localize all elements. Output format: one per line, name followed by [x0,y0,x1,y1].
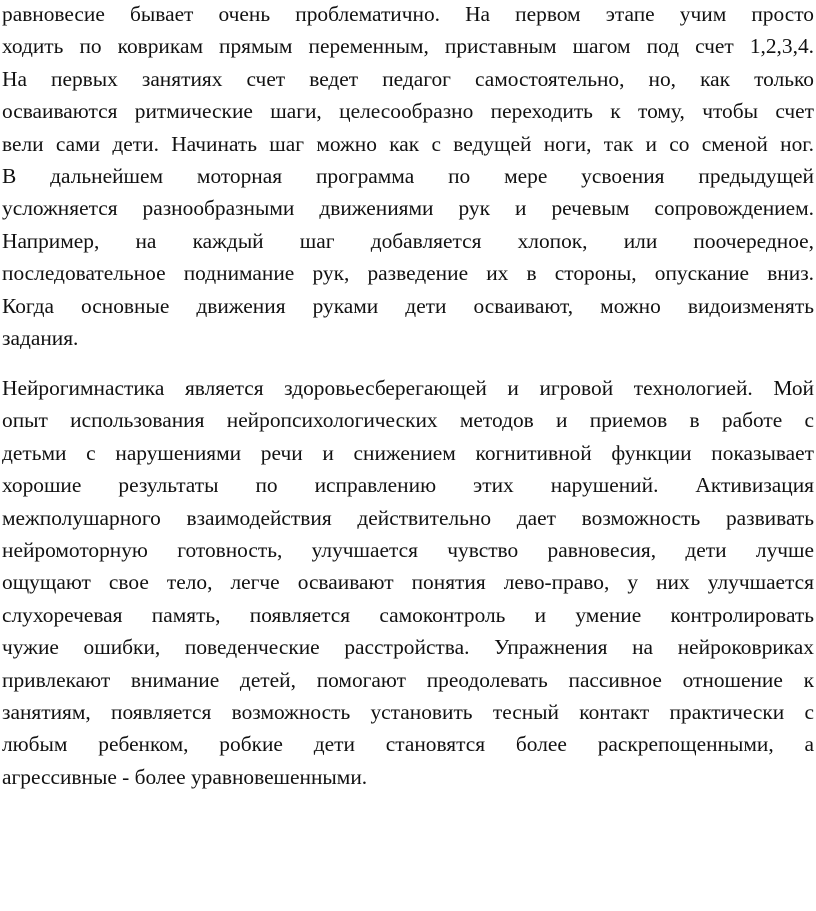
text-line: опыт использования нейропсихологических методов и приемов в работе с [2,408,814,433]
text-line: агрессивные - более уравновешенными. [2,764,368,789]
text-line: межполушарного взаимодействия действительно дает возможность развивать [2,505,814,530]
text-line: осваиваются ритмические шаги, целесообразно переходить к тому, чтобы счет [2,99,814,124]
text-line: усложняется разнообразными движениями рук и речевым сопровождением. [2,196,814,221]
text-line: ходить по коврикам прямым переменным, приставным шагом под счет 1,2,3,4. [2,34,814,59]
text-line: Например, на каждый шаг добавляется хлопок, или поочередное, [2,228,814,253]
text-line: привлекают внимание детей, помогают преодолевать пассивное отношение к [2,667,814,692]
text-line: Нейрогимнастика является здоровьесберегающей и игровой технологией. Мой [2,376,814,400]
text-line: вели сами дети. Начинать шаг можно как с ведущей ноги, так и со сменой ног. [2,131,814,156]
text-line: слухоречевая память, появляется самоконтроль и умение контролировать [2,602,814,627]
text-line: задания. [2,325,79,350]
text-line: занятиям, появляется возможность установить тесный контакт практически с [2,699,814,724]
text-line: нейромоторную готовность, улучшается чувство равновесия, дети лучше [2,537,814,562]
text-line: ощущают свое тело, легче осваивают понятия лево-право, у них улучшается [2,570,814,595]
text-line: детьми с нарушениями речи и снижением когнитивной функции показывает [2,440,814,465]
text-line: Когда основные движения руками дети осваивают, можно видоизменять [2,293,814,318]
paragraph-balance-walking [2,0,814,354]
text-line: хорошие результаты по исправлению этих нарушений. Активизация [2,473,814,498]
text-line: последовательное поднимание рук, разведение их в стороны, опускание вниз. [2,261,814,286]
text-line: В дальнейшем моторная программа по мере усвоения предыдущей [2,163,814,188]
text-line: На первых занятиях счет ведет педагог самостоятельно, но, как только [2,66,814,91]
text-line: любым ребенком, робкие дети становятся более раскрепощенными, а [2,732,814,757]
text-line: чужие ошибки, поведенческие расстройства. Упражнения на нейроковриках [2,635,814,660]
text-line: равновесие бывает очень проблематично. На первом этапе учим просто [2,2,814,26]
paragraph-neurogymnastics [2,372,814,793]
